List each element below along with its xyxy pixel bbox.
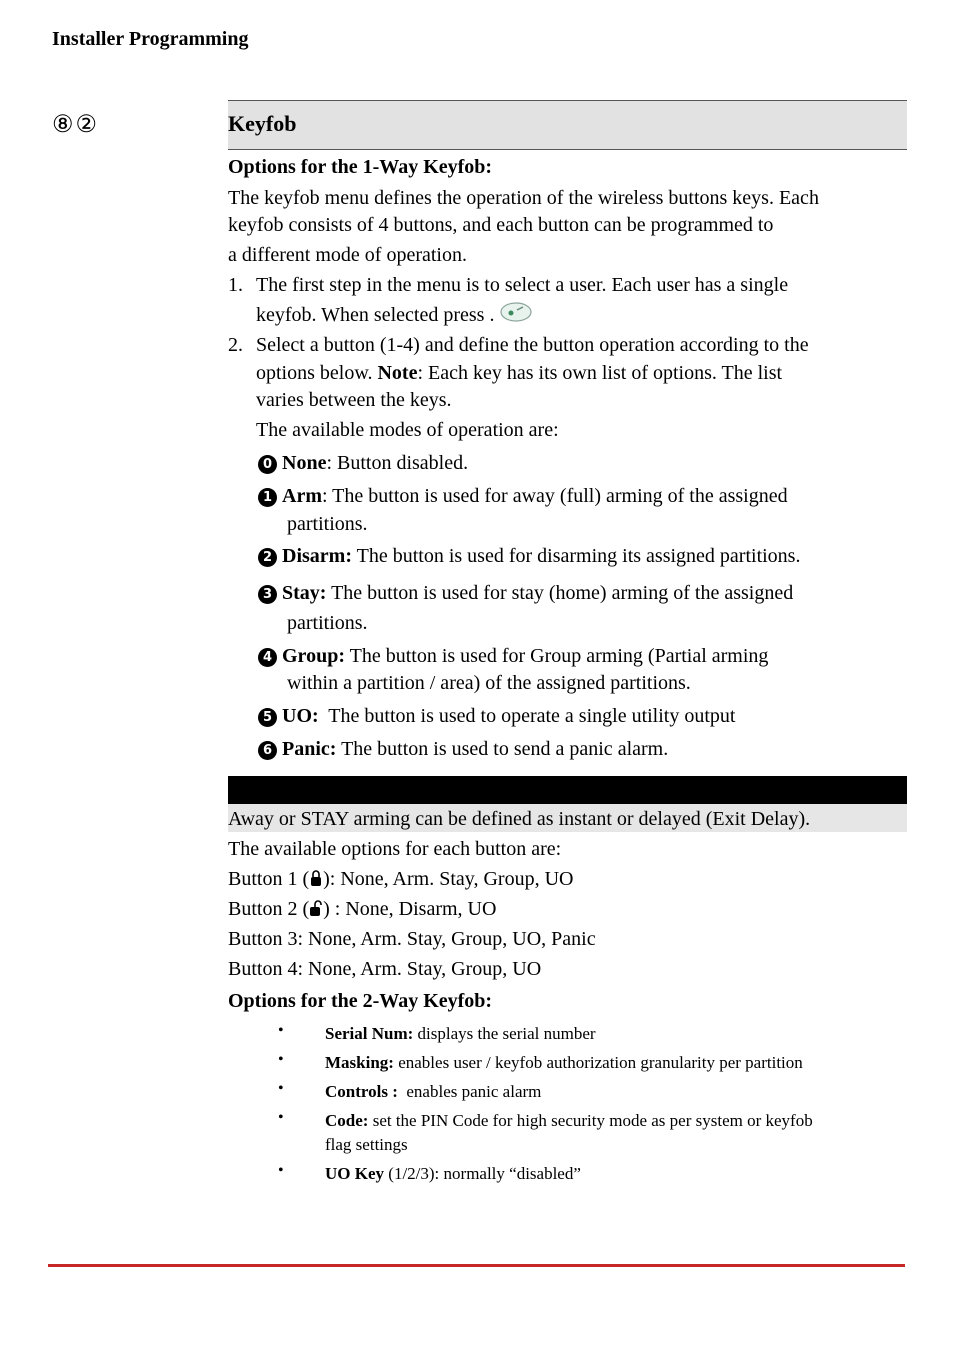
bullet: • xyxy=(278,1080,284,1097)
item-text: (1/2/3): xyxy=(384,1164,440,1183)
mode-arm-cont: partitions. xyxy=(287,513,368,535)
mode-stay xyxy=(258,579,793,607)
mode-name: UO: xyxy=(282,705,319,727)
bullet: • xyxy=(278,1051,284,1068)
bullet: • xyxy=(278,1162,284,1179)
list-item-code-cont: flag settings xyxy=(325,1135,408,1154)
section-title: Keyfob xyxy=(228,111,297,136)
item-label: Serial Num: xyxy=(325,1024,414,1043)
lock-closed-icon xyxy=(309,869,323,887)
lock-open-icon xyxy=(309,899,323,917)
step-2-line-1: Select a button (1-4) and define the button operation according to the xyxy=(256,334,809,356)
step-1-line-2 xyxy=(256,301,533,329)
mode-number-badge: 2 xyxy=(258,548,277,567)
mode-group xyxy=(258,642,768,670)
mode-none xyxy=(258,449,468,477)
step-2-text-b: : Each key has its own list of options. The list xyxy=(417,362,783,384)
bullet: • xyxy=(278,1109,284,1126)
two-way-heading: Options for the 2-Way Keyfob: xyxy=(228,990,493,1012)
footer-rule xyxy=(48,1264,905,1267)
mode-number-badge: 5 xyxy=(258,708,277,727)
mode-number-badge: 0 xyxy=(258,455,277,474)
step-2-line-2 xyxy=(256,359,782,387)
options-intro: The available options for each button are: xyxy=(228,838,562,860)
arming-note: Away or STAY arming can be defined as instant or delayed (Exit Delay). xyxy=(228,808,811,830)
mode-stay-cont: partitions. xyxy=(287,612,368,634)
button-1-suffix: ): None, Arm. Stay, Group, UO xyxy=(323,868,574,890)
mode-uo xyxy=(258,702,735,730)
item-text: set the PIN Code for high security mode as per system or keyfob xyxy=(368,1111,813,1130)
item-label: Masking: xyxy=(325,1053,394,1072)
mode-name: Arm xyxy=(282,485,322,507)
mode-desc: : The button is used for away (full) arming of the assigned xyxy=(321,485,788,507)
step-1-line-1: The first step in the menu is to select a user. Each user has a single xyxy=(256,274,789,296)
button-2-prefix: Button 2 ( xyxy=(228,898,310,920)
list-item-serial-num xyxy=(325,1022,596,1046)
bullet: • xyxy=(278,1022,284,1039)
button-3-options: Button 3: None, Arm. Stay, Group, UO, Panic xyxy=(228,928,596,950)
item-label: Code: xyxy=(325,1111,369,1130)
step-2-note-label: Note xyxy=(377,362,418,384)
mode-name: Disarm: xyxy=(282,545,352,567)
note-bar xyxy=(228,776,907,804)
mode-name: Panic: xyxy=(282,738,337,760)
mode-name: Stay: xyxy=(282,582,327,604)
item-label: UO Key xyxy=(325,1164,385,1183)
step-2-text-a: options below. xyxy=(256,362,378,384)
mode-name: None xyxy=(282,452,327,474)
item-text-b: normally “disabled” xyxy=(439,1164,581,1183)
step-2-number: 2. xyxy=(228,334,243,356)
intro-line-3: a different mode of operation. xyxy=(228,244,467,266)
mode-arm xyxy=(258,482,788,510)
intro-line-1: The keyfob menu defines the operation of the wireless buttons keys. Each xyxy=(228,187,819,209)
mode-disarm xyxy=(258,542,800,570)
button-1-options xyxy=(228,865,573,893)
step-1-number: 1. xyxy=(228,274,243,296)
button-2-suffix: ) : None, Disarm, UO xyxy=(323,898,497,920)
mode-number-badge: 6 xyxy=(258,741,277,760)
menu-code: ⑧② xyxy=(52,112,100,138)
mode-desc: : Button disabled. xyxy=(326,452,469,474)
mode-desc: The button is used to operate a single utility output xyxy=(318,705,736,727)
mode-desc: The button is used to send a panic alarm. xyxy=(336,738,669,760)
button-1-prefix: Button 1 ( xyxy=(228,868,310,890)
intro-line-2: keyfob consists of 4 buttons, and each button can be programmed to xyxy=(228,214,774,236)
section-title-bar xyxy=(228,100,907,150)
mode-name: Group: xyxy=(282,645,345,667)
list-item-controls xyxy=(325,1080,541,1104)
item-text: displays the serial number xyxy=(413,1024,596,1043)
mode-panic xyxy=(258,735,668,763)
list-item-masking xyxy=(325,1051,803,1075)
keyfob-button-icon xyxy=(499,301,533,323)
modes-intro: The available modes of operation are: xyxy=(256,419,559,441)
mode-desc: The button is used for Group arming (Partial arming xyxy=(344,645,769,667)
item-text: enables panic alarm xyxy=(397,1082,542,1101)
mode-desc: The button is used for disarming its assigned partitions. xyxy=(351,545,801,567)
step-1-line-2-text: keyfob. When selected press . xyxy=(256,304,495,326)
mode-number-badge: 1 xyxy=(258,488,277,507)
item-label: Controls : xyxy=(325,1082,398,1101)
mode-number-badge: 3 xyxy=(258,585,277,604)
item-text: enables user / keyfob authorization granularity per partition xyxy=(393,1053,803,1072)
step-2-line-3: varies between the keys. xyxy=(256,389,452,411)
mode-desc: The button is used for stay (home) arming of the assigned xyxy=(326,582,794,604)
page-header: Installer Programming xyxy=(52,28,249,50)
button-4-options: Button 4: None, Arm. Stay, Group, UO xyxy=(228,958,542,980)
list-item-code xyxy=(325,1109,813,1133)
list-item-uo-key xyxy=(325,1162,581,1186)
one-way-heading: Options for the 1-Way Keyfob: xyxy=(228,156,493,178)
button-2-options xyxy=(228,895,496,923)
mode-group-cont: within a partition / area) of the assigned partitions. xyxy=(287,672,691,694)
mode-number-badge: 4 xyxy=(258,648,277,667)
